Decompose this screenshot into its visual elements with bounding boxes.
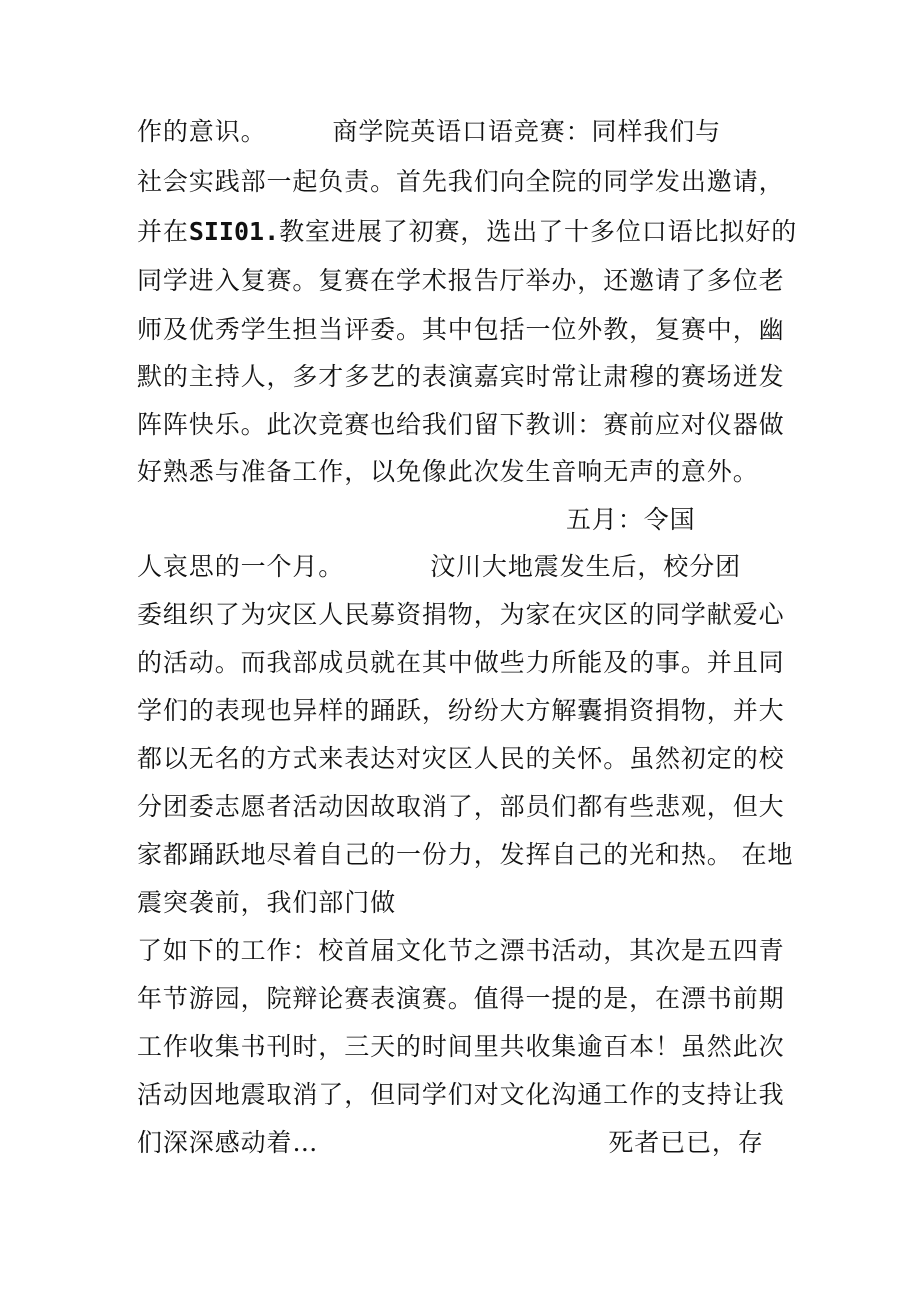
text-line: 都以无名的方式来表达对灾区人民的关怀。虽然初定的校	[137, 744, 785, 773]
text-line: 阵阵快乐。此次竞赛也给我们留下教训：赛前应对仪器做	[137, 410, 785, 439]
text-line: 好熟悉与准备工作，以免像此次发生音响无声的意外。	[137, 457, 759, 486]
room-code: SII01.	[188, 217, 280, 246]
text-segment: 教室进展了初赛，选出了十多位口语比拟好的	[279, 217, 798, 246]
text-line: 了如下的工作：校首届文化节之漂书活动，其次是五四青	[137, 936, 785, 965]
text-line: 师及优秀学生担当评委。其中包括一位外教，复赛中，幽	[137, 315, 785, 344]
text-segment: 商学院英语口语竞赛：同样我们与	[332, 117, 722, 146]
text-line: 学们的表现也异样的踊跃，纷纷大方解囊捐资捐物，并大	[137, 696, 785, 725]
text-line: 五月：令国	[566, 505, 696, 534]
text-line: 委组织了为灾区人民募资捐物，为家在灾区的同学献爱心	[137, 600, 785, 629]
text-segment: 死者已已，存	[608, 1128, 764, 1157]
text-line	[137, 116, 721, 148]
text-segment: 人哀思的一个月。	[137, 552, 345, 581]
text-segment: 们深深感动着…	[137, 1128, 319, 1157]
text-line: 同学进入复赛。复赛在学术报告厅举办，还邀请了多位老	[137, 266, 785, 295]
text-line: 工作收集书刊时，三天的时间里共收集逾百本！虽然此次	[137, 1032, 785, 1061]
text-line: 年节游园，院辩论赛表演赛。值得一提的是，在漂书前期	[137, 984, 785, 1013]
text-segment: 汶川大地震发生后，校分团	[430, 552, 742, 581]
text-line: 社会实践部一起负责。首先我们向全院的同学发出邀请，	[137, 167, 785, 196]
text-line	[137, 551, 741, 583]
text-segment: 作的意识。	[137, 117, 267, 146]
text-line: 默的主持人，多才多艺的表演嘉宾时常让肃穆的赛场迸发	[137, 362, 785, 391]
text-line: 的活动。而我部成员就在其中做些力所能及的事。并且同	[137, 648, 785, 677]
text-line	[137, 216, 797, 248]
text-line: 分团委志愿者活动因故取消了，部员们都有些悲观，但大	[137, 792, 785, 821]
text-line: 震突袭前，我们部门做	[137, 888, 397, 917]
text-line: 家都踊跃地尽着自己的一份力，发挥自己的光和热。 在地	[137, 840, 794, 869]
text-line: 活动因地震取消了，但同学们对文化沟通工作的支持让我	[137, 1080, 785, 1109]
text-line	[137, 1127, 764, 1159]
text-segment: 并在	[137, 217, 189, 246]
